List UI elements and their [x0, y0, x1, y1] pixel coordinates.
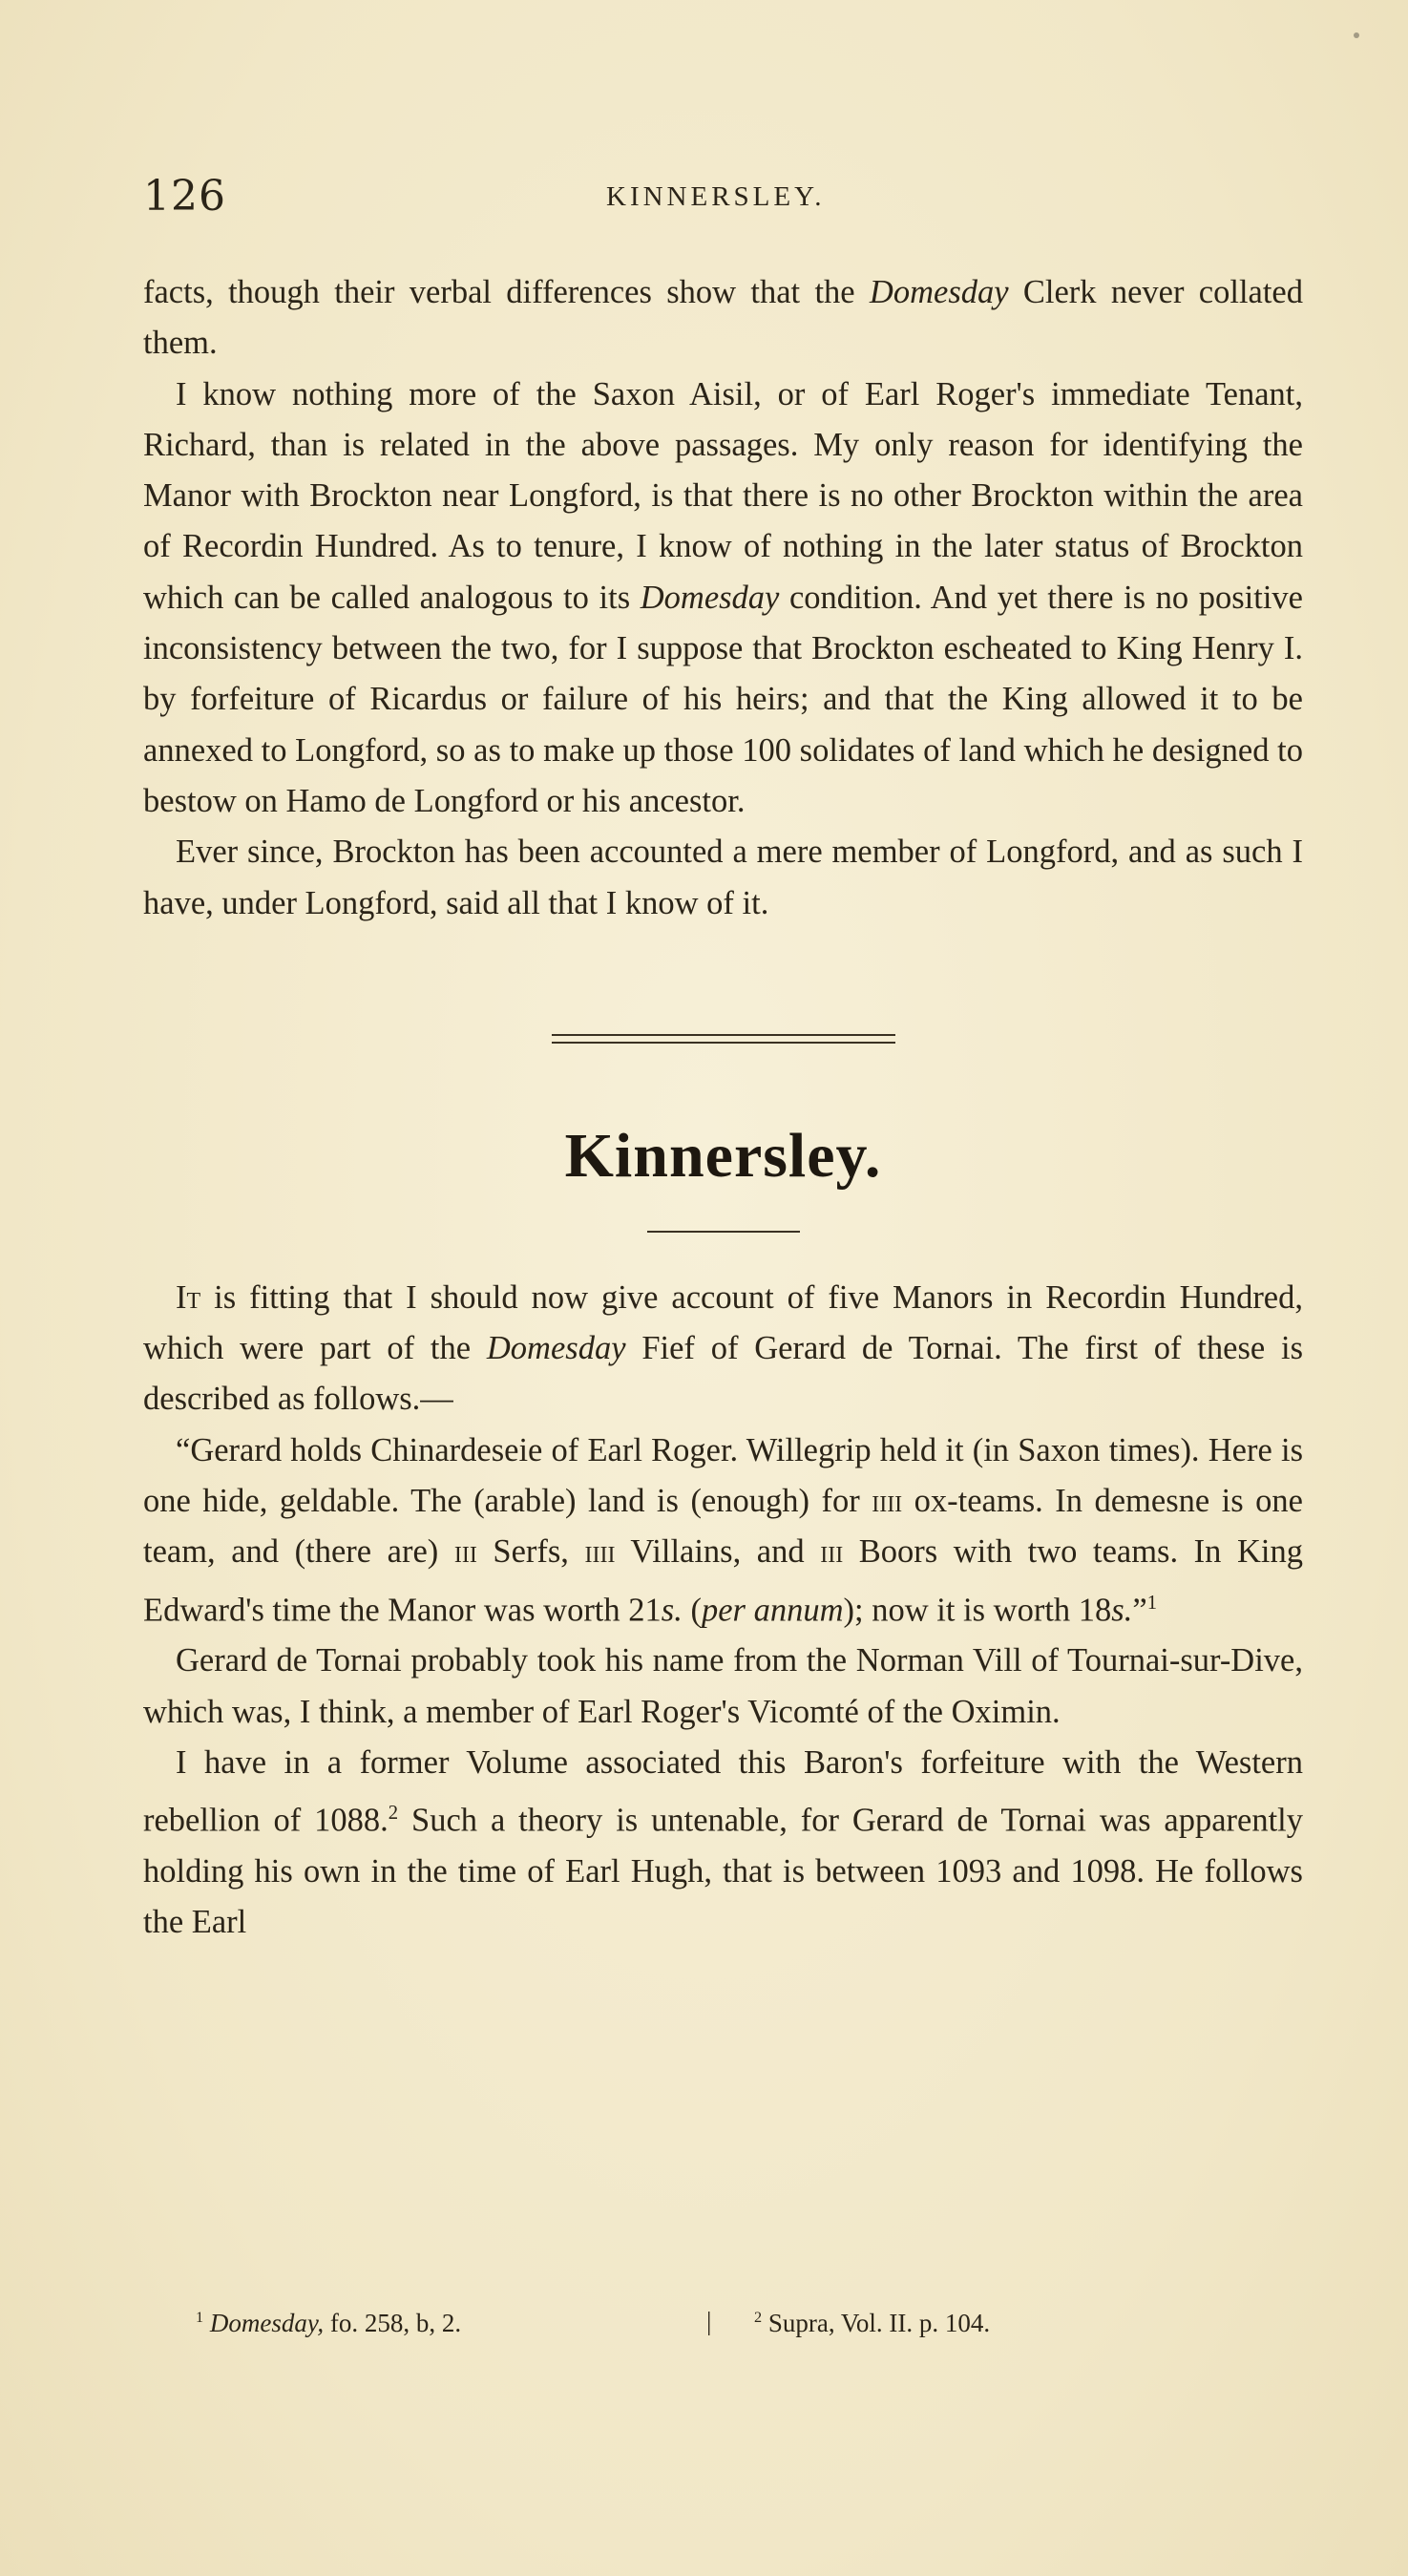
italic-text: s.: [1111, 1592, 1133, 1629]
text-run: I have in a former Volume associated this Baron's forfeiture with the Western rebellion of 1088.: [143, 1744, 1303, 1839]
paragraph: [143, 1273, 1303, 1425]
text-run: iii: [453, 1533, 477, 1571]
footnote-1: [196, 2309, 461, 2338]
footnote-separator: |: [706, 2307, 712, 2335]
paragraph: [143, 827, 1303, 929]
footnote-2-text: Supra, Vol. II. p. 104.: [762, 2309, 991, 2337]
paragraph: [143, 370, 1303, 828]
footnote-2: [754, 2309, 990, 2338]
italic-text: per annum: [701, 1592, 844, 1629]
text-run: iiii: [584, 1533, 616, 1571]
text-run: facts, though their verbal differences show that the: [143, 274, 870, 310]
footnote-1-text: fo. 258, b, 2.: [324, 2309, 462, 2337]
text-run: is fitting that I should now give account of five Manors in Recordin Hundred, which were part of the: [143, 1278, 1303, 1367]
text-run: Villains, and: [615, 1533, 821, 1571]
footnote-1-mark: 1: [196, 2309, 204, 2326]
text-run: ”: [1132, 1592, 1147, 1629]
text-run: condition. And yet there is no positive inconsistency between the two, for I suppose that Brockton escheated to King Henry I. by forfeiture of Ricardus or failure of his heirs; and that the King allowed it to be annexed to Longford, so as to make up those 100 solidates of land which he designed to bestow on Hamo de Longford or his ancestor.: [143, 579, 1303, 819]
book-page: [143, 172, 1303, 1949]
section-text: [143, 1273, 1303, 1949]
section-divider-double-rule: [552, 1034, 895, 1044]
text-run: iii: [820, 1533, 844, 1571]
footnote-reference: 1: [1146, 1592, 1158, 1614]
text-run: Ever since, Brockton has been accounted a mere member of Longford, and as such I have, under Longford, said all that I know of it.: [143, 834, 1303, 921]
text-run: Clerk never collated them.: [143, 274, 1303, 362]
paragraph: [143, 1636, 1303, 1738]
section-title-underline: [647, 1231, 800, 1233]
paragraph: [143, 267, 1303, 370]
footnote-2-mark: 2: [754, 2309, 763, 2326]
text-run: It: [176, 1278, 201, 1316]
page-number: 126: [143, 172, 226, 221]
text-run: ox-teams. In demesne is one team, and (there are): [143, 1483, 1303, 1571]
text-run: iiii: [872, 1483, 903, 1520]
italic-text: s.: [661, 1592, 683, 1629]
text-run: (: [682, 1592, 702, 1629]
italic-text: Domesday: [640, 579, 780, 616]
continued-text: [143, 267, 1303, 929]
text-run: Serfs,: [476, 1533, 585, 1571]
text-run: Boors with two teams. In King Edward's time the Manor was worth 21: [143, 1533, 1303, 1629]
text-run: Fief of Gerard de Tornai. The first of these is described as follows.—: [143, 1330, 1303, 1418]
paragraph: [143, 1738, 1303, 1949]
italic-text: Domesday: [869, 274, 1009, 310]
italic-text: Domesday: [486, 1330, 626, 1367]
text-run: Such a theory is untenable, for Gerard de Tornai was apparently holding his own in the time of Earl Hugh, that is between 1093 and 1098. He follows the Earl: [143, 1802, 1304, 1941]
paragraph: [143, 1425, 1303, 1636]
text-run: ); now it is worth 18: [843, 1592, 1112, 1629]
running-title: KINNERSLEY.: [606, 181, 826, 212]
footnote-1-source: Domesday,: [209, 2309, 325, 2337]
footnote-reference: 2: [388, 1803, 399, 1825]
text-run: “Gerard holds Chinardeseie of Earl Roger. Willegrip held it (in Saxon times). Here is one hide, geldable. The (arable) land is (enough) for: [143, 1431, 1303, 1520]
section-title: Kinnersley.: [564, 1120, 882, 1191]
paper-speck: [1354, 32, 1359, 38]
running-head: [143, 172, 1303, 229]
text-run: Gerard de Tornai probably took his name from the Norman Vill of Tournai-sur-Dive, which was, I think, a member of Earl Roger's Vicomté of the Oximin.: [143, 1642, 1303, 1730]
text-run: I know nothing more of the Saxon Aisil, or of Earl Roger's immediate Tenant, Richard, than is related in the above passages. My only reason for identifying the Manor with Brockton near Longford, is that there is no other Brockton within the area of Recordin Hundred. As to tenure, I know of nothing in the later status of Brockton which can be called analogous to its: [143, 375, 1303, 616]
